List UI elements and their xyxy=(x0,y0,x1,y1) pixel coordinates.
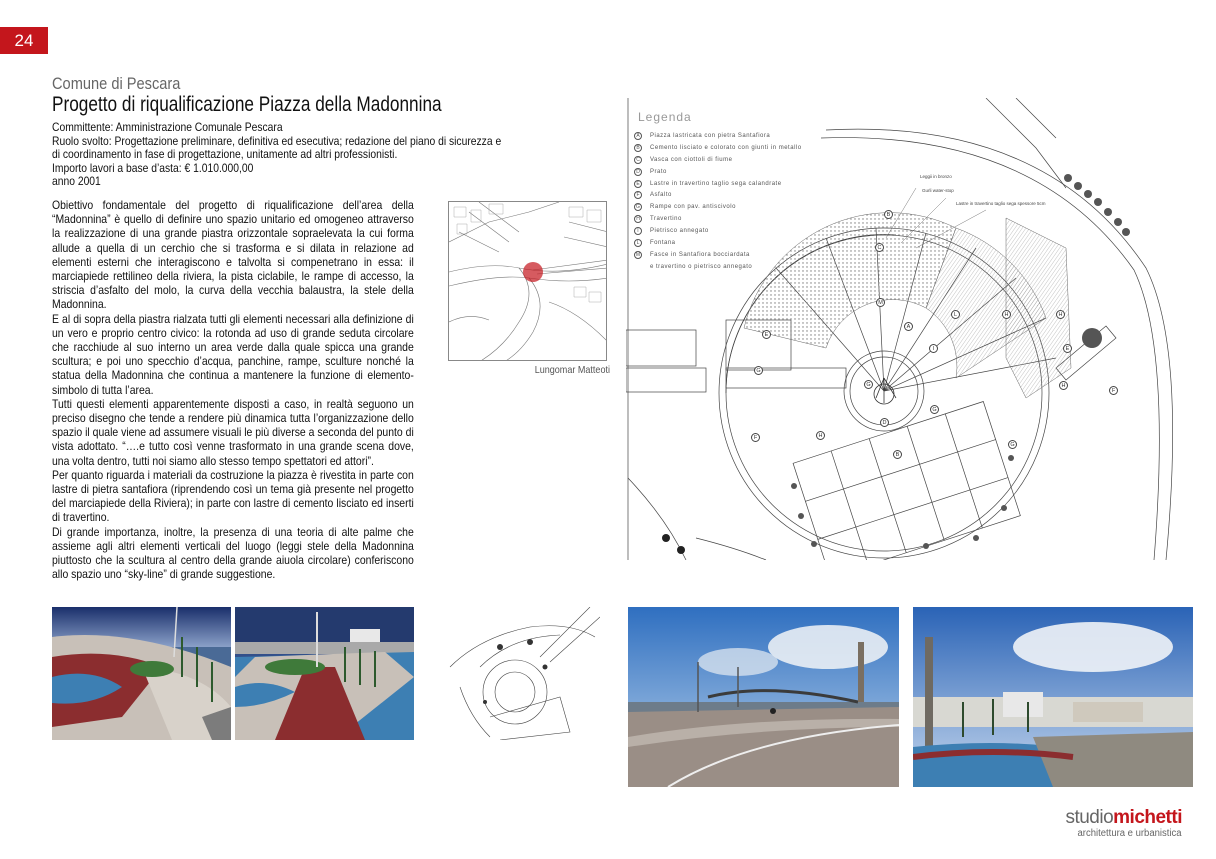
legend-item xyxy=(634,251,802,263)
paragraph-3: Tutti questi elementi apparentemente disposti a caso, in realtà seguono un preciso disegno che tende a rendere più dinamica tutta l’organizzazione dello spazio il quale viene ad assumere visuali le più diverse a seconda del punto di vista adottato. “….e tutto così venne trasformato in una grande scena dove, una volta dentro, tutti noi siamo allo stesso tempo spettatori ed attori”. xyxy=(52,397,414,468)
legend xyxy=(634,110,802,275)
plan-letter-marker: B xyxy=(893,450,902,459)
plan-letter-marker: G xyxy=(754,366,763,375)
legend-text: Cemento lisciato e colorato con giunti in metallo xyxy=(650,144,802,151)
legend-text: Fontana xyxy=(650,240,676,247)
site-marker xyxy=(523,262,543,282)
callout-1: Leggii in bronzo xyxy=(920,174,952,179)
plan-letter-marker: E xyxy=(1063,344,1072,353)
legend-key: M xyxy=(635,251,641,258)
callout-3: Lastre in travertino taglio sega spessore 5cm xyxy=(956,201,1046,206)
plan-letter-marker: H xyxy=(1002,310,1011,319)
plan-letter-marker: E xyxy=(762,330,771,339)
plan-letter-marker: H xyxy=(816,431,825,440)
year-line: anno 2001 xyxy=(52,174,101,188)
legend-text: Piazza lastricata con pietra Santafiora xyxy=(650,133,771,139)
plan-letter-marker: A xyxy=(904,322,913,331)
legend-key: C xyxy=(634,156,642,164)
legend-text: Prato xyxy=(650,168,667,175)
legend-item xyxy=(634,144,802,156)
legend-item xyxy=(634,191,802,203)
plan-letter-marker: L xyxy=(951,310,960,319)
role-line-1: Ruolo svolto: Progettazione preliminare, definitiva ed esecutiva; redazione del piano di sicurezza e xyxy=(52,133,502,148)
legend-key: A xyxy=(634,132,642,140)
photo-thumbnail-1 xyxy=(628,607,899,787)
legend-item xyxy=(634,203,802,215)
photo-thumbnail-2 xyxy=(913,607,1193,787)
plan-letter-marker: G xyxy=(930,405,939,414)
project-meta xyxy=(52,120,502,189)
legend-item xyxy=(634,168,802,180)
paragraph-5: Di grande importanza, inoltre, la presenza di una teoria di alte palme che assieme agli altri elementi verticali del luogo (leggi stele della Madonnina piuttosto che la scultura al centro della grande aiuola circolare) conferiscono allo spazio uno “sky-line” di grande suggestione. xyxy=(52,525,414,582)
legend-key: D xyxy=(634,168,642,176)
paragraph-2: E al di sopra della piastra rialzata tutti gli elementi necessari alla definizione di un vero e proprio centro civico: la rotonda ad uso di grande seduta circolare che racchiude al suo interno un area verde dalla quale spicca una grande scultura; e poi uno specchio d’acqua, panchine, rampe, sculture nonché la statua della Madonnina che continua a mantenere la funzione di elemento-simbolo di tutta l’area. xyxy=(52,312,414,397)
paragraph-4: Per quanto riguarda i materiali da costruzione la piazza è rivestita in parte con lastre di pietra santafiora (riprendendo così un tema già presente nel progetto del marciapiede della Riviera); in parte con lastre di cemento lisciato ed inserti di travertino. xyxy=(52,468,414,525)
render-thumbnail-2 xyxy=(235,607,414,740)
description-text xyxy=(52,199,414,582)
header xyxy=(52,74,492,117)
legend-key: G xyxy=(634,203,642,211)
legend-key: L xyxy=(634,239,642,247)
callout-2: Gurli water-stop xyxy=(922,188,954,193)
plan-letter-marker: F xyxy=(751,433,760,442)
legend-item xyxy=(634,180,802,192)
legend-key: B xyxy=(634,144,642,152)
map-caption: Lungomar Matteoti xyxy=(534,364,610,376)
legend-text: Vasca con ciottoli di fiume xyxy=(650,156,733,163)
paragraph-1: Obiettivo fondamentale del progetto di riqualificazione dell’area della “Madonnina” è quello di definire uno spazio unitario ed omogeneo attraverso la realizzazione di una grande piastra orizzontale sopraelevata la cui forma allude a quella di un cerchio che si trasforma e si dilata in relazione ad elementi esterni che interagiscono e talvolta si compenetrano in essa: il marciapiede rettilineo della riviera, la pista ciclabile, le rampe di accesso, la striscia d’asfalto del molo, la curva della vecchia balaustra, la stele della Madonnina. xyxy=(52,199,414,312)
plan-letter-marker: D xyxy=(880,418,889,427)
plan-letter-marker: H xyxy=(1059,381,1068,390)
location-map xyxy=(448,201,607,361)
city-name: Comune di Pescara xyxy=(52,74,181,93)
legend-key: I xyxy=(634,227,642,235)
client-line: Committente: Amministrazione Comunale Pescara xyxy=(52,120,283,134)
plan-letter-marker: F xyxy=(1109,386,1118,395)
page-number: 24 xyxy=(0,27,48,54)
plan-letter-marker: G xyxy=(1008,440,1017,449)
logo-studio: studio xyxy=(1065,807,1114,828)
legend-item xyxy=(634,156,802,168)
legend-item xyxy=(634,215,802,227)
logo-subtitle: architettura e urbanistica xyxy=(1077,828,1182,839)
legend-key: E xyxy=(634,180,642,188)
legend-key: H xyxy=(634,215,642,223)
project-title: Progetto di riqualificazione Piazza della Madonnina xyxy=(52,93,442,116)
plan-letter-marker: B xyxy=(884,210,893,219)
legend-text: Travertino xyxy=(650,216,682,223)
studio-logo xyxy=(1065,808,1182,839)
legend-text: Rampe con pav. antiscivolo xyxy=(650,204,736,211)
legend-item xyxy=(634,263,802,275)
site-plan xyxy=(626,98,1186,560)
legend-text: Lastre in travertino taglio sega calandrate xyxy=(650,180,782,187)
legend-item xyxy=(634,132,802,144)
plan-letter-marker: H xyxy=(1056,310,1065,319)
legend-key: F xyxy=(634,191,642,199)
legend-text: Pietrisco annegato xyxy=(650,228,709,235)
plan-letter-marker: C xyxy=(875,243,884,252)
legend-text: Asfalto xyxy=(650,192,672,199)
legend-text: Fasce in Santafiora bocciardata xyxy=(650,251,750,258)
logo-name: michetti xyxy=(1113,807,1182,828)
role-line-2: di coordinamento in fase di progettazione, unitamente ad altri professionisti. xyxy=(52,147,398,161)
legend-title: Legenda xyxy=(638,110,692,124)
render-thumbnail-1 xyxy=(52,607,231,740)
plan-letter-marker: M xyxy=(876,298,885,307)
legend-text: e travertino o pietrisco annegato xyxy=(650,263,753,270)
plan-letter-marker: I xyxy=(929,344,938,353)
perspective-sketch xyxy=(440,607,600,740)
legend-item xyxy=(634,239,802,251)
legend-item xyxy=(634,227,802,239)
amount-line: Importo lavori a base d’asta: € 1.010.000,00 xyxy=(52,160,254,175)
plan-letter-marker: G xyxy=(864,380,873,389)
